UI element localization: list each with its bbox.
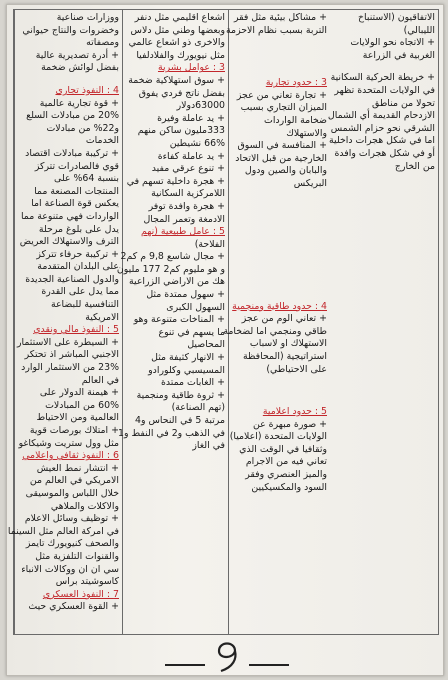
spacer <box>232 67 327 77</box>
note-line: + الاتجاه نحو الولايات <box>350 37 435 49</box>
note-line: و هو مليوم كم2 177 مليون <box>116 263 225 275</box>
note-line: سي ان ان ووكالات الانباء <box>21 563 119 575</box>
note-line: السود والمكسيكيين <box>251 481 327 493</box>
note-line: الميزان التجاري بسبب <box>240 102 327 114</box>
note-line: في العالم <box>81 374 119 386</box>
note-line: 60% من المبادلات <box>45 399 119 411</box>
spacer <box>232 231 327 241</box>
note-line: والدول الصناعية الجديدة <box>25 273 119 285</box>
spacer <box>232 251 327 261</box>
note-line: و22% من مبادلات <box>46 122 119 134</box>
page-number-mark <box>157 637 297 673</box>
note-line: + مجال شاسع 9,8 م كم2 <box>120 251 225 263</box>
section-heading: 5 : عامل طبيعية (نهم <box>141 226 225 238</box>
note-line: + تجارة تعاني من عجز <box>236 89 327 101</box>
note-line: + أدرة تصديرية عالية <box>35 49 119 61</box>
note-line: قوي فالصادرات تتركز <box>34 160 119 172</box>
spacer <box>232 37 327 47</box>
note-line: + هيمنة الدولار على <box>39 387 119 399</box>
note-line: وثقافيا في الوقت الذي <box>239 443 327 455</box>
note-line: + توظيف وسائل الاعلام <box>24 513 119 525</box>
note-line: والبابان والصين ودول <box>244 165 327 177</box>
column-limits <box>223 10 330 634</box>
note-line: + هجرة داخلية تسهم في <box>126 175 225 187</box>
note-line: + الانهار كثيفة مثل <box>151 352 225 364</box>
note-line: 20% من مبادلات السلع <box>26 110 119 122</box>
note-line: ووزارات صناعية <box>56 12 119 23</box>
note-line: الامريكي في العالم من <box>29 475 119 487</box>
note-line: الشرقي نحو حزام الشمس <box>330 122 435 134</box>
notebook-page <box>6 4 444 676</box>
note-line: المحاصيل <box>187 339 225 351</box>
note-line: على البلدان المتقدمة <box>37 261 119 273</box>
note-line: البريكس <box>293 177 327 189</box>
note-line: يدل على بلوغ مرحلة <box>38 223 119 235</box>
note-line: + السيطرة على الاستثمار <box>16 336 119 348</box>
note-line: في الغاز <box>192 440 225 452</box>
section-heading: 6 : النفوذ ثقافي واعلامي <box>22 450 119 462</box>
note-line: مثل وول ستريت وشيكاغو <box>18 437 119 449</box>
section-heading: 3 : عوامل بشرية <box>157 62 225 74</box>
note-line: + انتشار نمط العيش <box>36 462 119 474</box>
note-line: يعكس قوة الصناعة اما <box>31 198 119 210</box>
note-line: الترف والاستهلاك العريض <box>19 236 119 248</box>
note-line: + يد عاملة وفيرة <box>157 112 225 124</box>
spacer <box>232 191 327 201</box>
spacer <box>232 201 327 211</box>
spacer <box>232 271 327 281</box>
note-line: ما يسهم في تنوع <box>158 326 225 338</box>
note-line: بنسبة 64% على <box>54 173 119 185</box>
note-line: + القوة العسكري حيث <box>28 601 119 613</box>
note-line: الواردات فهي متنوعة مما <box>20 210 119 222</box>
note-line: + يد عاملة كفاءة <box>157 150 225 162</box>
note-line: + قوة تجارية عالمية <box>39 97 119 109</box>
handwritten-page-number <box>157 637 297 673</box>
note-line: والميز العنصري وفقر <box>245 469 327 481</box>
note-line: اما في شكل هجرات داخلية <box>329 135 435 147</box>
note-line: تحولا من مناطق <box>372 97 435 109</box>
note-line: + هجرة وافدة توفر <box>148 200 225 212</box>
spacer <box>232 211 327 221</box>
note-line: الازدحام القديمة أي الشمال <box>327 110 435 122</box>
note-line: السهول الكبرى <box>166 301 225 313</box>
note-line: 66% نشيطين <box>169 137 225 149</box>
note-line: الولايات المتحدة (اعلاميا) <box>229 431 327 443</box>
spacer <box>232 291 327 301</box>
note-line: والقنوات التلفزية مثل <box>35 550 119 562</box>
note-line: + صورة مبهرة عن <box>252 418 327 430</box>
note-line: + امتلاك بورصات قوية <box>29 425 119 436</box>
spacer <box>232 281 327 291</box>
note-line: الامريكية <box>85 311 119 323</box>
note-line: وبعضها وطني مثل دلاس <box>130 24 225 36</box>
note-line: المنتجات المصنعة مما <box>34 185 119 197</box>
note-line: على الاحتياطي) <box>266 363 327 375</box>
spacer <box>232 396 327 406</box>
note-line: + المنافسة في السوق <box>237 140 327 152</box>
note-line: مرتبة 5 في النحاس و4 <box>135 415 225 426</box>
note-line: المسيسبي وكلورادو <box>148 364 225 376</box>
note-line: والاستهلاك <box>286 127 327 139</box>
section-heading: 4 : النفوذ تجاري <box>55 84 119 96</box>
note-line: 63000دولار <box>176 100 225 112</box>
note-line: الخارجية من قبل الاتحاد <box>235 152 327 164</box>
note-line: اشعاع اقليمي مثل دنفر <box>134 12 225 23</box>
note-line: بفضل ناتج فردي يفوق <box>138 87 225 99</box>
spacer <box>232 221 327 231</box>
note-line: الاجنبي المباشر اذ تحتكر <box>24 349 119 361</box>
note-line: + ثروة طاقية ومنجمية <box>136 389 225 401</box>
note-line: + سوق استهلاكية ضخمة <box>128 74 225 86</box>
note-line: الاتفاقيون (الاستنباخ <box>357 12 435 23</box>
spacer <box>232 47 327 57</box>
note-line: مثل نيويورك والفلادلفيا <box>136 49 225 61</box>
section-heading: 4 : حدود طاقية ومنجمية <box>232 300 327 312</box>
section-heading: 5 : حدود اعلامية <box>262 406 327 418</box>
section-heading: 7 : النفوذ العسكري <box>42 588 119 600</box>
note-line: + سهول ممتدة مثل <box>146 289 225 301</box>
note-line: 23% من الاستثمار الوارد <box>21 362 119 374</box>
note-line: التنافسية للبضاعة <box>50 299 119 311</box>
note-line: مما يدل على القدرة <box>41 286 119 298</box>
note-line: + تعاني الوم من عجز <box>241 313 327 325</box>
note-line: هك من الاراضي الزراعية <box>128 276 225 288</box>
note-line: اللامركزية السكانية <box>151 188 225 200</box>
note-line: + تنوع عرقي مفيد <box>151 163 225 175</box>
note-line: أو في شكل هجرات وافدة <box>334 147 435 159</box>
note-line: 333مليون ساكن منهم <box>137 125 225 137</box>
note-line: والاخرى ذو اشعاع عالمي <box>128 37 225 49</box>
note-line: طاقي ومنجمي اما لضخامة <box>223 325 327 337</box>
note-line: في امركة العالم مثل السينما <box>7 525 119 537</box>
note-line: + تركيبة مبادلات اقتصاد <box>25 147 119 159</box>
note-line: في الذهب و2 في النفط و1 <box>118 427 225 439</box>
note-line: ضخامة الواردات <box>264 114 327 126</box>
spacer <box>333 62 435 72</box>
note-line: ومصفاته <box>86 37 119 49</box>
note-line: خلال اللباس والموسيقى <box>25 487 119 499</box>
note-line: في الولايات المتحدة تظهر <box>334 84 435 96</box>
column-strengths <box>7 10 122 634</box>
note-line: كاسوشيتد براس <box>55 576 119 588</box>
notes-table <box>7 9 439 635</box>
note-line: والاكلات والملاهي <box>50 500 119 512</box>
note-line: بفضل لوائش ضخمة <box>41 62 119 74</box>
note-line: + الغابات ممتدة <box>160 377 225 389</box>
note-line: تعاني فيه من الاجرام <box>245 456 327 468</box>
note-line: الليبالي) <box>403 24 435 36</box>
note-line: الخدمات <box>85 135 119 147</box>
spacer <box>232 57 327 67</box>
spacer <box>232 376 327 386</box>
spacer <box>232 386 327 396</box>
note-line: من الخارج <box>394 160 435 172</box>
note-line: (تهم الصناعة) <box>171 402 225 414</box>
section-heading: 3 : حدود تجارية <box>265 77 327 89</box>
note-line: العالمية ومن الاحتياط <box>36 412 119 424</box>
note-line: الفلاحة) <box>194 238 225 250</box>
note-line: الغربية في الزراعة <box>362 49 435 61</box>
note-line: استراتيجية (المحافظة <box>242 350 327 362</box>
note-line: وخضروات والنتاج حيواني <box>22 24 119 36</box>
note-line: + تركيبة حرفاء تتركز <box>36 248 119 260</box>
note-line: + المناخات متنوعة وهو <box>133 314 225 326</box>
note-line: الادمغة وتعمر المجال <box>143 213 225 225</box>
section-heading: 5 : النفوذ مالي ونقدي <box>33 324 119 336</box>
spacer <box>232 241 327 251</box>
note-line: التربة بسبب نظام الاحزمة <box>226 24 327 36</box>
note-line: والصحف كنيويورك تايمز <box>25 538 119 550</box>
note-line: + مشاكل بيئية مثل فقر <box>233 12 327 23</box>
column-factors <box>116 10 228 634</box>
spacer <box>18 75 119 85</box>
note-line: + خريطة الحركية السكانية <box>330 72 435 84</box>
note-line: الاستهلاك او لاسباب <box>249 338 327 350</box>
column-population <box>327 10 438 634</box>
spacer <box>232 261 327 271</box>
